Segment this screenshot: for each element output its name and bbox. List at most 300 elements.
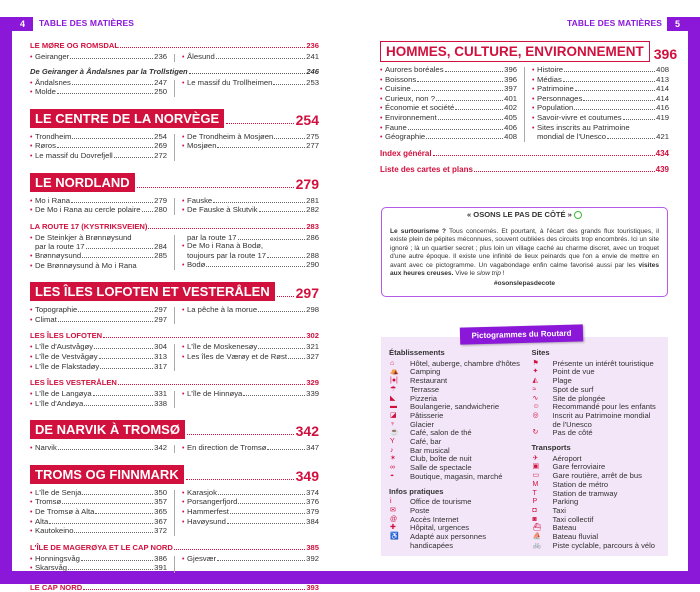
bullet-icon: •	[30, 528, 33, 536]
entry-label-cont: par la route 17	[35, 242, 85, 252]
entry-label: Bodø	[187, 259, 206, 269]
entry-label: Geiranger	[35, 52, 70, 61]
section-page: 393	[306, 583, 319, 592]
toc-entry[interactable]	[532, 124, 669, 142]
entry-page: 397	[504, 84, 517, 94]
pictogram-label: Site de plongée	[552, 393, 606, 403]
column-divider	[174, 307, 175, 324]
right-margin-bar	[688, 17, 700, 584]
bullet-icon: •	[532, 67, 535, 74]
pictogram-icon: i	[390, 498, 392, 506]
left-page-title: TABLE DES MATIÈRES	[39, 18, 134, 28]
entry-page: 384	[306, 516, 319, 526]
section-page: 349	[295, 467, 319, 484]
entries-right	[182, 306, 319, 325]
section-title: LE CAP NORD	[30, 583, 83, 592]
entry-label: par la route 17	[187, 232, 237, 242]
entry-label: Le massif du Trollheimen	[187, 77, 273, 87]
pictogram-label: Boulangerie, sandwicherie	[410, 402, 500, 412]
toc-entry[interactable]	[30, 152, 167, 162]
pictogram-label: Pizzeria	[410, 393, 438, 403]
section-page: 297	[295, 285, 319, 302]
section-banner[interactable]	[30, 465, 319, 484]
osons-text-2: Vive le	[453, 270, 477, 277]
entry-label: Narvik	[35, 443, 57, 453]
osons-hashtag: #osonslepasdecote	[493, 279, 556, 287]
entry-label: Économie et société	[385, 103, 455, 113]
bullet-icon: •	[182, 307, 185, 315]
entry-label: Alta	[35, 516, 49, 526]
bullet-icon: •	[30, 344, 33, 352]
pictogram-label: Gare ferroviaire	[552, 462, 606, 472]
pictogram-icon: ▬	[390, 403, 397, 411]
pictogram-label: Café, bar	[410, 437, 442, 447]
bullet-icon: •	[532, 95, 535, 103]
entry-page: 285	[154, 250, 167, 260]
dot-leader	[82, 494, 153, 495]
bullet-icon: •	[30, 133, 33, 141]
entry-page: 401	[504, 93, 517, 103]
pictogram-label: Pâtisserie	[410, 410, 444, 420]
pictogram-icon: ⌂	[390, 359, 395, 367]
entry-line	[182, 353, 319, 363]
bullet-icon: •	[30, 316, 33, 324]
toc-entry[interactable]	[182, 79, 319, 89]
entry-page: 372	[154, 526, 167, 536]
column-divider	[174, 490, 175, 536]
entry-line	[30, 206, 167, 216]
dot-leader	[426, 138, 503, 139]
pictogram-item	[389, 473, 529, 482]
entry-line	[30, 88, 167, 98]
entry-page: 402	[504, 103, 517, 113]
bullet-icon: •	[532, 114, 535, 122]
pictogram-label: Club, boîte de nuit	[410, 454, 472, 464]
dot-leader	[438, 119, 503, 120]
entry-page: 297	[154, 305, 167, 315]
entry-line	[30, 508, 167, 518]
entry-line	[182, 206, 319, 216]
bullet-icon: •	[380, 95, 383, 103]
bullet-icon: •	[30, 152, 33, 160]
entry-page: 331	[154, 389, 167, 399]
entry-page: 254	[154, 131, 167, 141]
dot-leader	[218, 494, 305, 495]
column-divider	[174, 134, 175, 161]
section-title: LE MØRE OG ROMSDAL	[30, 41, 120, 50]
pictogram-icon: ◘	[532, 506, 537, 514]
entry-label: Le massif du Dovrefjell	[35, 150, 113, 160]
entry-page: 414	[656, 93, 669, 103]
section-banner[interactable]	[30, 282, 319, 301]
entry-page: 288	[306, 250, 319, 260]
entries-right	[182, 489, 319, 537]
dot-leader	[474, 171, 655, 172]
toc-entry[interactable]	[30, 206, 167, 216]
toc-links	[380, 149, 669, 174]
pictogram-icon: ◓	[390, 472, 395, 480]
entry-line	[30, 316, 167, 326]
entry-line	[30, 53, 167, 63]
entry-page: 405	[504, 112, 517, 122]
entries-left	[30, 343, 167, 372]
entries-left	[30, 79, 167, 98]
bullet-icon: •	[30, 207, 33, 215]
pictogram-label: Bar musical	[410, 445, 450, 455]
entry-label: Skarsvåg	[35, 563, 68, 573]
entries-left	[30, 197, 167, 216]
pictogram-label: Bateau fluvial	[552, 532, 599, 542]
entry-label: Porsangerfjord	[187, 497, 238, 507]
dot-leader	[226, 123, 293, 124]
entry-page: 392	[306, 553, 319, 563]
entry-page: 290	[306, 259, 319, 269]
entry-page: 286	[306, 232, 319, 242]
toc-entry[interactable]	[30, 53, 167, 63]
dot-leader	[574, 109, 655, 110]
entry-line	[182, 142, 319, 152]
column-divider	[174, 198, 175, 215]
pictogram-icon: ∿	[532, 394, 539, 402]
pictogram-icon: ⛵	[532, 533, 542, 541]
dot-leader	[84, 405, 153, 406]
dot-leader	[258, 348, 305, 349]
entry-page: 357	[154, 497, 167, 507]
pictogram-icon: ↻	[532, 429, 539, 437]
dot-leader	[563, 81, 655, 82]
section-title: De Geiranger à Åndalsnes par la Trollstigen	[30, 66, 188, 76]
section-entries	[30, 133, 319, 162]
dot-leader	[174, 549, 305, 550]
entry-label: Sites inscrits au Patrimoine	[537, 122, 630, 132]
entry-page: 253	[306, 77, 319, 87]
column-divider	[174, 80, 175, 97]
entry-page: 297	[154, 314, 167, 324]
entry-label: L'île de Langøya	[35, 389, 92, 399]
section-title: L'ÎLE DE MAGERØYA ET LE CAP NORD	[30, 542, 173, 552]
dot-leader	[216, 58, 305, 59]
entries-left	[30, 390, 167, 409]
dot-leader	[274, 138, 305, 139]
entry-label: L'île de Senja	[35, 487, 82, 497]
dot-leader	[267, 449, 305, 450]
dot-leader	[120, 47, 305, 48]
bullet-icon: •	[30, 79, 33, 87]
toc-entry[interactable]	[182, 353, 319, 363]
section-heading[interactable]	[30, 543, 319, 552]
entry-page: 321	[306, 342, 319, 352]
toc-entry[interactable]	[182, 206, 319, 216]
toc-entry[interactable]	[30, 444, 167, 454]
bullet-icon: •	[30, 307, 33, 315]
toc-link[interactable]	[380, 165, 669, 174]
entry-label: De Mo i Rana à Bodø,	[187, 241, 264, 251]
dot-leader	[575, 90, 655, 91]
section-heading[interactable]	[30, 41, 319, 50]
entry-label: Histoire	[537, 65, 564, 74]
toc-entry[interactable]	[182, 261, 319, 271]
entry-label: De Brønnøysund à Mo i Rana	[35, 260, 137, 270]
dot-leader	[86, 248, 154, 249]
entry-page: 281	[306, 195, 319, 205]
dot-leader	[243, 395, 305, 396]
dot-leader	[238, 503, 305, 504]
column-divider	[174, 391, 175, 408]
pictogram-column-left	[389, 349, 529, 556]
section-page: 254	[295, 111, 319, 128]
entry-page: 374	[306, 487, 319, 497]
pictogram-icon: 🚲	[532, 541, 542, 549]
pictogram-icon: ⛺	[390, 368, 399, 376]
entries-left	[30, 444, 167, 454]
bullet-icon: •	[30, 89, 33, 97]
dot-leader	[142, 211, 154, 212]
section-title: LES ÎLES VESTERÅLEN	[30, 378, 117, 388]
entry-label: Honningsvåg	[35, 553, 80, 563]
toc-entry[interactable]	[30, 234, 167, 252]
pictogram-item	[531, 412, 660, 429]
pictogram-icon: ▣	[532, 463, 540, 471]
dot-leader	[49, 523, 153, 524]
bullet-icon: •	[182, 197, 185, 205]
section-heading[interactable]	[30, 331, 319, 340]
pictogram-label: Hôtel, auberge, chambre d'hôtes	[410, 358, 520, 368]
entry-line	[182, 555, 319, 565]
pictogram-label: Plage	[552, 376, 572, 386]
dot-leader	[417, 81, 503, 82]
toc-link[interactable]	[380, 149, 669, 158]
bullet-icon: •	[380, 114, 383, 122]
pictogram-label: Bateau	[552, 523, 577, 533]
right-toc	[380, 41, 678, 174]
dot-leader	[78, 311, 153, 312]
bullet-icon: •	[532, 76, 535, 84]
toc-entry[interactable]	[30, 316, 167, 326]
bullet-icon: •	[30, 353, 33, 361]
pictogram-item	[531, 360, 660, 369]
bullet-icon: •	[182, 489, 185, 497]
entry-label-cont: toujours par la route 17	[187, 250, 267, 260]
pictogram-label: Terrasse	[410, 384, 440, 394]
pictogram-icon: Y	[390, 438, 395, 446]
entry-line	[30, 444, 167, 454]
pictogram-icon: ≈	[532, 385, 537, 393]
pictogram-icon: ☕	[390, 429, 399, 437]
entry-page: 342	[154, 443, 167, 453]
section-page: 396	[653, 46, 678, 62]
dot-leader	[273, 84, 305, 85]
dot-leader	[238, 239, 306, 240]
bullet-icon: •	[380, 134, 383, 142]
left-page-number: 4	[12, 17, 33, 31]
toc-entry[interactable]	[30, 527, 167, 537]
pictogram-icon: ◭	[532, 377, 538, 385]
osons-bold: visites aux heures creuses.	[390, 261, 659, 277]
entry-label: Topographie	[35, 305, 78, 315]
toc-entry[interactable]	[380, 133, 517, 143]
pictogram-icon: ▭	[532, 472, 540, 480]
entry-page: 421	[656, 132, 669, 142]
entries-right	[182, 444, 319, 454]
entries-left	[30, 133, 167, 162]
pictogram-icon: T	[532, 489, 537, 497]
osons-title: « OSONS LE PAS DE CÔTÉ »	[466, 210, 572, 219]
section-page: 246	[306, 66, 319, 76]
entry-label: De Trondheim à Mosjøen	[187, 131, 274, 141]
bullet-icon: •	[182, 243, 185, 251]
section-hommes-culture[interactable]	[380, 41, 678, 62]
dot-leader	[186, 479, 294, 480]
bullet-icon: •	[182, 207, 185, 215]
pictogram-label: Salle de spectacle	[410, 463, 472, 473]
dot-leader	[189, 73, 306, 74]
pictogram-group-title: Transports	[531, 443, 571, 453]
toc-entry[interactable]	[30, 88, 167, 98]
pictogram-label: Glacier	[410, 419, 435, 429]
pictogram-label: Station de métro	[552, 479, 609, 489]
toc-entry[interactable]	[182, 444, 319, 454]
pictogram-label: Inscrit au Patrimoine mondial de l'Unesco	[552, 410, 651, 429]
pictogram-icon: ♪	[390, 446, 394, 454]
bullet-icon: •	[30, 143, 33, 151]
entry-page: 272	[154, 150, 167, 160]
entry-page: 408	[656, 65, 669, 74]
entry-page: 365	[154, 507, 167, 517]
section-entries	[30, 306, 319, 325]
dot-leader	[623, 119, 656, 120]
bullet-icon: •	[182, 353, 185, 361]
bullet-icon: •	[30, 509, 33, 517]
toc-entry[interactable]	[30, 400, 167, 410]
dot-leader	[583, 100, 655, 101]
entries-right	[182, 343, 319, 372]
dot-leader	[83, 589, 305, 590]
toc-entry[interactable]	[182, 390, 319, 400]
entry-page: 391	[154, 563, 167, 573]
dot-leader	[277, 296, 294, 297]
pictogram-label: Recommandé pour les enfants	[552, 402, 656, 412]
entry-page: 327	[306, 351, 319, 361]
pictogram-label: Office de tourisme	[410, 497, 472, 507]
pictogram-label: Poste	[410, 505, 430, 515]
section-heading[interactable]	[30, 378, 319, 387]
pictogram-label: Pas de côté	[552, 428, 593, 438]
entry-label: Personnages	[537, 93, 583, 103]
entry-line	[30, 262, 167, 272]
entry-page: 414	[656, 84, 669, 94]
column-divider	[524, 67, 525, 142]
section-entries	[30, 444, 319, 454]
section-banner[interactable]	[30, 420, 319, 439]
pictogram-item	[389, 533, 529, 550]
pictogram-icon: P	[532, 498, 538, 506]
toc-entry[interactable]	[182, 142, 319, 152]
entry-label: Savoir-vivre et coutumes	[537, 112, 622, 122]
left-margin-bar	[0, 17, 12, 584]
pictogram-icon: ◣	[390, 394, 396, 402]
toc-entry[interactable]	[30, 508, 167, 518]
entry-label: Cuisine	[385, 84, 411, 94]
section-banner[interactable]	[30, 173, 319, 192]
osons-lead: Le surtourisme ?	[390, 227, 447, 235]
section-banner[interactable]	[30, 109, 319, 128]
toc-entry[interactable]	[182, 306, 319, 316]
bullet-icon: •	[182, 555, 185, 563]
subsection-heading[interactable]	[30, 67, 319, 76]
entry-label: Karasjok	[187, 487, 217, 497]
toc-entry[interactable]	[182, 242, 319, 260]
entry-label: Géographie	[385, 132, 426, 142]
bullet-icon: •	[30, 391, 33, 399]
dot-leader	[564, 71, 655, 72]
pictogram-label: Café, salon de thé	[410, 428, 472, 438]
section-heading[interactable]	[30, 222, 319, 231]
pictogram-item	[531, 490, 660, 499]
entries-right	[182, 79, 319, 98]
section-page: 236	[306, 41, 319, 50]
entries-right	[182, 197, 319, 216]
dot-leader	[95, 513, 153, 514]
right-page-number: 5	[667, 17, 688, 31]
dot-leader	[114, 157, 153, 158]
toc-entry[interactable]	[30, 363, 167, 373]
dot-leader	[267, 257, 305, 258]
pictogram-icon: ✈	[532, 454, 539, 462]
toc-entry[interactable]	[30, 564, 167, 574]
entries-left	[30, 306, 167, 325]
entry-page: 406	[504, 122, 517, 132]
toc-entry[interactable]	[182, 53, 319, 63]
bullet-icon: •	[182, 344, 185, 352]
bullet-icon: •	[30, 565, 33, 573]
pictogram-label: Présente un intérêt touristique	[552, 358, 654, 368]
entry-label: En direction de Tromsø	[187, 443, 267, 453]
toc-entry[interactable]	[182, 555, 319, 565]
bullet-icon: •	[532, 124, 535, 132]
section-entries	[30, 555, 319, 574]
entry-label: Hammerfest	[187, 507, 229, 517]
section-entries	[30, 390, 319, 409]
toc-entry[interactable]	[30, 262, 167, 272]
entries-left	[30, 53, 167, 63]
toc-entry[interactable]	[182, 518, 319, 528]
entry-page: 313	[154, 351, 167, 361]
entry-page: 416	[656, 103, 669, 113]
entry-label: Patrimoine	[537, 84, 574, 94]
left-toc	[30, 41, 319, 592]
dot-leader	[259, 211, 306, 212]
link-page: 439	[655, 164, 669, 174]
dot-leader	[94, 348, 153, 349]
link-page: 434	[655, 148, 669, 158]
entry-label: Tromsø	[35, 497, 62, 507]
pictogram-item	[531, 516, 660, 525]
dot-leader	[103, 337, 305, 338]
entry-label: L'île de Vestvågøy	[35, 351, 98, 361]
bullet-icon: •	[182, 518, 185, 526]
entry-label: Molde	[35, 87, 56, 97]
section-heading[interactable]	[30, 583, 319, 592]
section-entries	[30, 53, 319, 63]
dot-leader	[217, 560, 305, 561]
section-title: LES ÎLES LOFOTEN	[30, 331, 103, 341]
bullet-icon: •	[30, 518, 33, 526]
entry-page: 304	[154, 342, 167, 352]
entries-right	[182, 390, 319, 409]
entries-left	[30, 555, 167, 574]
dot-leader	[72, 138, 153, 139]
pictogram-icon: ⚑	[532, 359, 539, 367]
